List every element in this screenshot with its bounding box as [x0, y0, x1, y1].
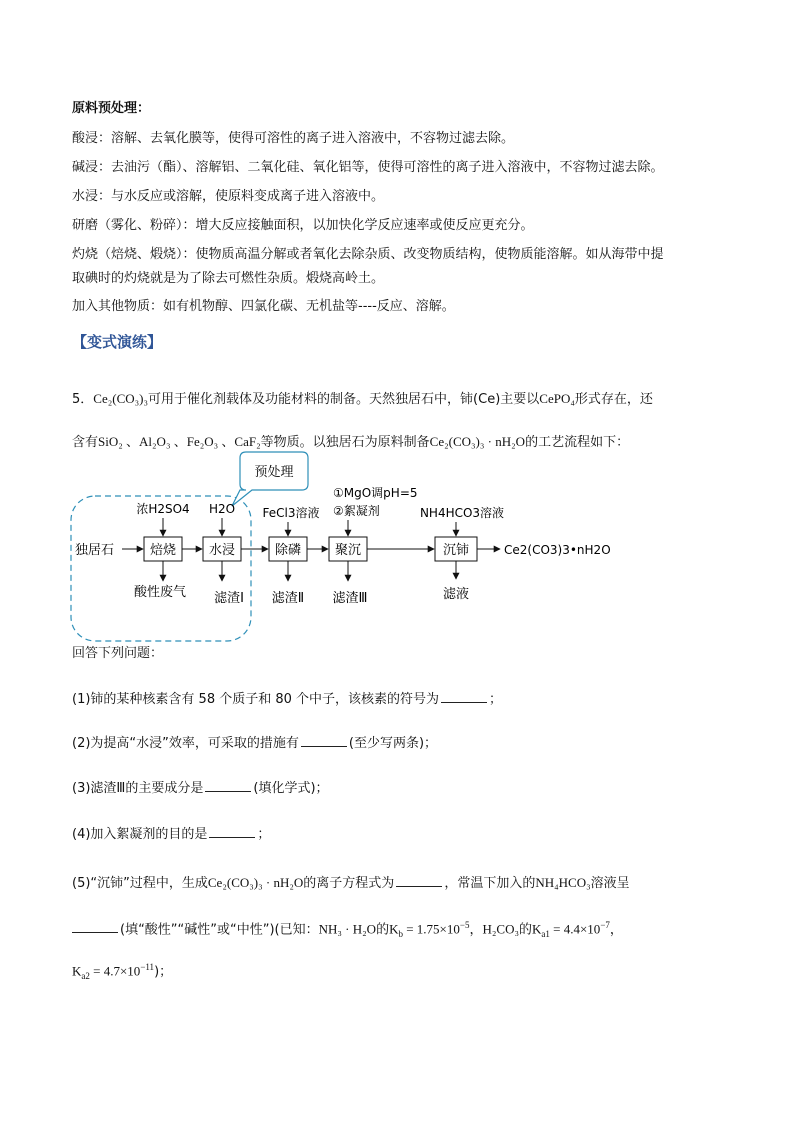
ka2-subscript: a2	[81, 970, 90, 981]
pretreatment-line-acid: 酸浸：溶解、去氧化膜等，使得可溶性的离子进入溶液中，不容物过滤去除。	[72, 131, 515, 146]
formula-kb: NH₃ · H₂O的K	[318, 921, 399, 937]
output-residue-3: 滤渣Ⅲ	[332, 591, 368, 606]
output-residue-2: 滤渣Ⅱ	[271, 591, 305, 606]
intro-text: 等物质。以独居石为原料制备	[260, 435, 430, 450]
reagent-nh4hco3: NH4HCO3溶液	[419, 506, 505, 520]
pretreatment-line-roast: 灼烧（焙烧、煅烧）：使物质高温分解或者氧化去除杂质、改变物质结构，使物质能溶解。如从海带中提	[72, 247, 664, 262]
intro-text-end: 形式存在，还	[574, 392, 653, 407]
intro-text-end: 的工艺流程如下：	[525, 435, 630, 450]
formula-nh4hco3: NH₄HCO₃	[535, 875, 591, 890]
question-2	[72, 734, 437, 753]
ka1-subscript: a1	[541, 928, 550, 939]
output-residue-1: 滤渣Ⅰ	[214, 591, 244, 606]
question-5-text: (5)“沉铈”过程中，生成	[72, 876, 208, 891]
pretreatment-heading: 原料预处理：	[72, 101, 151, 116]
formula-impurities: SiO₂ 、Al₂O₃ 、Fe₂O₃ 、CaF₂	[98, 434, 261, 449]
questions-lead: 回答下列问题：	[72, 646, 164, 661]
formula-cepo4: CePO₄	[539, 391, 575, 406]
pretreatment-line-grind: 研磨（雾化、粉碎）：增大反应接触面积，以加快化学反应速率或使反应更充分。	[72, 218, 534, 233]
question-5-text: ，常温下加入的	[444, 876, 536, 891]
ka1-value: = 4.4×10	[549, 921, 601, 937]
step-leach: 水浸	[208, 543, 236, 558]
question-5-line-2	[72, 916, 623, 943]
answer-blank-5b[interactable]	[72, 920, 118, 933]
section-heading: 【变式演练】	[72, 333, 163, 351]
formula-product: Ce₂(CO₃)₃ · nH₂O	[429, 434, 526, 449]
question-5-text: (填“酸性”“碱性”或“中性”)(已知：	[120, 922, 319, 938]
question-1	[72, 690, 502, 709]
step-dephos: 除磷	[274, 543, 302, 558]
problem-intro-line-1	[72, 390, 653, 409]
question-2-text: (2)为提高“水浸”效率，可采取的措施有	[72, 736, 299, 751]
answer-blank-2[interactable]	[301, 734, 347, 747]
question-2-end: (至少写两条)；	[348, 736, 438, 751]
pretreatment-region	[71, 496, 251, 641]
answer-blank-4[interactable]	[209, 825, 255, 838]
formula-ka1: H₂CO₃的K	[482, 921, 542, 937]
start-material: 独居石	[75, 543, 115, 558]
reagent-water: H2O	[208, 502, 236, 516]
question-5-line-1	[72, 874, 630, 893]
question-5-line-3	[72, 958, 172, 985]
kb-value: = 1.75×10	[402, 921, 460, 937]
answer-blank-5a[interactable]	[396, 874, 442, 887]
reagent-conc-h2so4: 浓H2SO4	[136, 502, 190, 516]
output-filtrate: 滤液	[442, 587, 470, 602]
kb-subscript: b	[398, 928, 403, 939]
question-1-text: (1)铈的某种核素含有 58 个质子和 80 个中子，该核素的符号为	[72, 692, 440, 707]
question-5-text: 的离子方程式为	[303, 876, 395, 891]
pretreatment-line-water: 水浸：与水反应或溶解，使原料变成离子进入溶液中。	[72, 189, 385, 204]
question-5-end: )；	[154, 964, 173, 980]
ka2-value: = 4.7×10	[89, 963, 141, 979]
step-cerium: 沉铈	[442, 543, 470, 558]
question-3	[72, 779, 329, 798]
ka2-exponent: −11	[140, 962, 155, 972]
intro-text: 含有	[72, 435, 99, 450]
question-4-end: ；	[257, 827, 271, 842]
final-product: Ce2(CO3)3•nH2O	[504, 543, 611, 557]
intro-text: 可用于催化剂载体及功能材料的制备。天然独居石中，铈(Ce)主要以	[148, 392, 540, 407]
question-4-text: (4)加入絮凝剂的目的是	[72, 827, 208, 842]
process-flowchart	[0, 448, 794, 648]
step-settle: 聚沉	[334, 543, 362, 558]
question-5-text: 溶液呈	[590, 876, 630, 891]
output-acid-gas: 酸性废气	[133, 585, 187, 600]
problem-number: 5．	[72, 392, 94, 407]
reagent-fecl3: FeCl3溶液	[262, 506, 320, 520]
ka1-exponent: −7	[600, 920, 610, 930]
pretreatment-line-other: 加入其他物质：如有机物醇、四氯化碳、无机盐等----反应、溶解。	[72, 299, 455, 314]
callout-label: 预处理	[254, 465, 294, 480]
reagent-flocculant: ②絮凝剂	[333, 504, 380, 518]
formula-ce2co33: Ce₂(CO₃)₃	[93, 391, 149, 406]
answer-blank-1[interactable]	[441, 690, 487, 703]
answer-blank-3[interactable]	[205, 779, 251, 792]
reagent-mgo: ①MgO调pH=5	[333, 486, 418, 500]
pretreatment-line-roast-cont: 取碘时的灼烧就是为了除去可燃性杂质。煅烧高岭土。	[72, 271, 385, 286]
pretreatment-line-alkali: 碱浸：去油污（酯）、溶解铝、二氧化硅、氧化铝等，使得可溶性的离子进入溶液中，不容物过滤去除。	[72, 160, 664, 175]
kb-exponent: −5	[459, 920, 470, 930]
question-4	[72, 825, 270, 844]
formula-ka2: K	[72, 963, 82, 979]
separator: ，	[469, 922, 483, 938]
question-3-text: (3)滤渣Ⅲ的主要成分是	[72, 781, 204, 796]
question-3-end: (填化学式)；	[253, 781, 329, 796]
separator: ，	[609, 922, 623, 938]
question-1-end: ；	[489, 692, 503, 707]
step-roast: 焙烧	[149, 543, 177, 558]
formula-ce2co33-hydrate: Ce₂(CO₃)₃ · nH₂O	[207, 875, 304, 890]
